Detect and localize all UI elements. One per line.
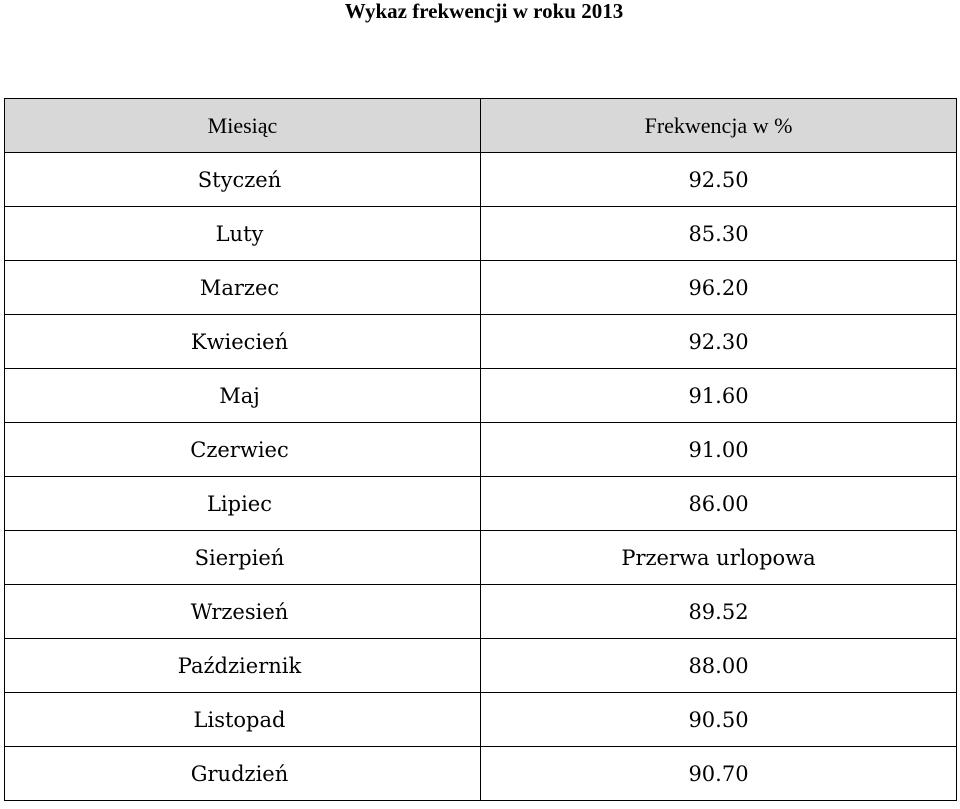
month-cell [5,315,481,369]
month-cell [5,585,481,639]
table-row [5,585,957,639]
month-label: Maj [219,383,260,408]
header-attendance [481,99,957,153]
month-label: Luty [215,221,264,246]
month-cell [5,207,481,261]
header-attendance-label: Frekwencja w % [644,112,793,138]
table-row [5,747,957,801]
month-label: Marzec [199,275,280,300]
attendance-cell [481,531,957,585]
attendance-cell [481,153,957,207]
month-label: Lipiec [206,491,272,516]
table-row [5,369,957,423]
attendance-cell [481,747,957,801]
table-row [5,693,957,747]
table-header-row [5,99,957,153]
attendance-cell [481,477,957,531]
attendance-cell [481,315,957,369]
table-row [5,477,957,531]
month-label: Wrzesień [190,599,289,624]
table-row [5,531,957,585]
header-month [5,99,481,153]
month-cell [5,747,481,801]
attendance-cell [481,207,957,261]
month-label: Kwiecień [190,329,289,354]
attendance-cell [481,369,957,423]
month-label: Listopad [193,707,286,732]
attendance-value: 92.30 [688,329,749,354]
attendance-value: 91.00 [688,437,749,462]
attendance-value: 91.60 [688,383,749,408]
table-row [5,153,957,207]
month-cell [5,693,481,747]
attendance-cell [481,585,957,639]
attendance-value: 92.50 [688,167,749,192]
month-label: Grudzień [190,761,289,786]
month-cell [5,153,481,207]
document-title: Wykaz frekwencji w roku 2013 [344,0,624,23]
attendance-cell [481,261,957,315]
attendance-value: 89.52 [688,599,749,624]
attendance-value: 86.00 [688,491,749,516]
table-row [5,423,957,477]
month-cell [5,423,481,477]
table-row [5,207,957,261]
month-label: Czerwiec [190,437,289,462]
attendance-value: 88.00 [688,653,749,678]
month-label: Sierpień [194,545,285,570]
month-cell [5,477,481,531]
attendance-note: Przerwa urlopowa [621,545,816,570]
month-cell [5,639,481,693]
month-label: Październik [177,653,302,678]
month-cell [5,369,481,423]
table-row [5,315,957,369]
table-row [5,639,957,693]
month-cell [5,261,481,315]
attendance-value: 90.70 [688,761,749,786]
table-row [5,261,957,315]
header-month-label: Miesiąc [207,112,278,138]
month-cell [5,531,481,585]
attendance-value: 96.20 [688,275,749,300]
attendance-cell [481,639,957,693]
attendance-cell [481,693,957,747]
attendance-value: 90.50 [688,707,749,732]
month-label: Styczeń [197,167,282,192]
attendance-cell [481,423,957,477]
attendance-value: 85.30 [688,221,749,246]
attendance-table [4,98,957,801]
